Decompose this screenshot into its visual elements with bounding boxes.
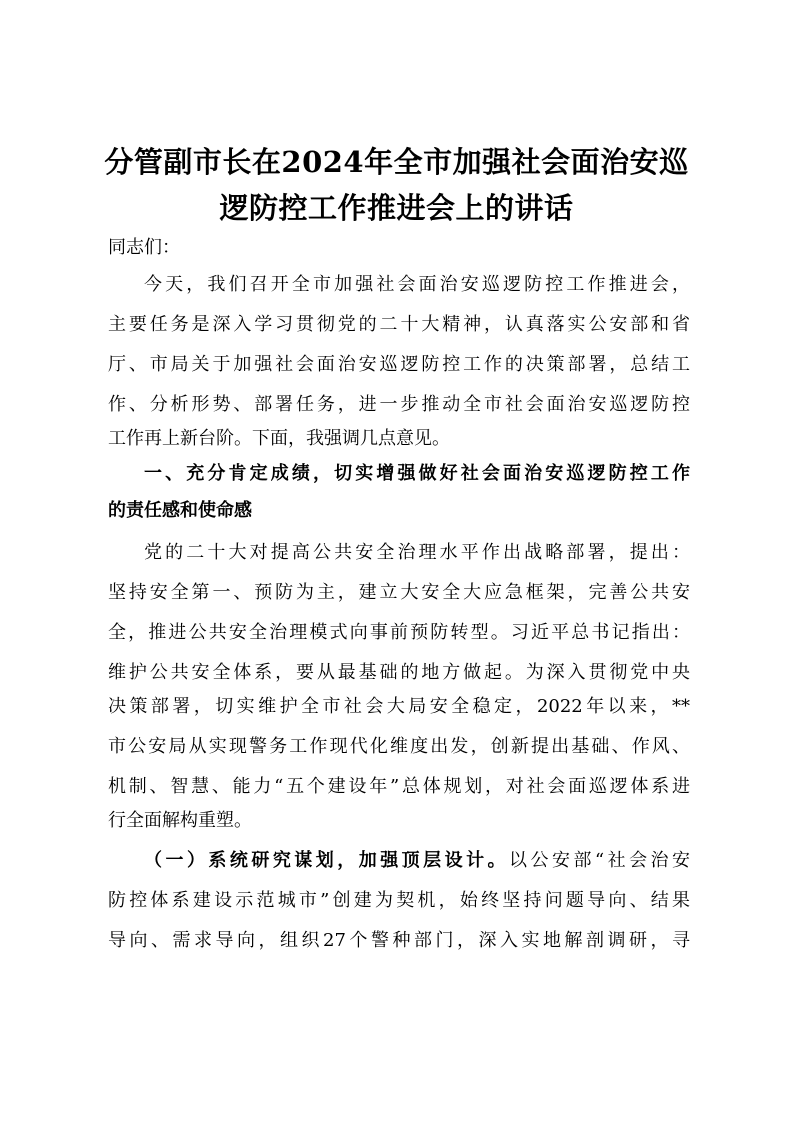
paragraph-line: 行全面解构重塑。: [108, 810, 252, 831]
paragraph-line: 市公安局从实现警务工作现代化维度出发，创新提出基础、作风、: [108, 736, 690, 757]
document-title-line-1: 分管副市长在2024年全市加强社会面治安巡: [104, 145, 689, 179]
paragraph-line: 导向、需求导向，组织27个警种部门，深入实地解剖调研，寻: [108, 930, 690, 951]
paragraph-line: 决策部署，切实维护全市社会大局安全稳定，2022年以来，**: [108, 696, 690, 717]
paragraph-line: 作、分析形势、部署任务，进一步推动全市社会面治安巡逻防控: [108, 394, 690, 415]
paragraph-line: 坚持安全第一、预防为主，建立大安全大应急框架，完善公共安: [108, 582, 690, 603]
paragraph-line: 主要任务是深入学习贯彻党的二十大精神，认真落实公安部和省: [108, 314, 690, 335]
paragraph-line: 机制、智慧、能力“五个建设年”总体规划，对社会面巡逻体系进: [108, 776, 690, 797]
document-title-line-2: 逻防控工作推进会上的讲话: [219, 191, 574, 225]
section-heading-line: 的责任感和使命感: [108, 500, 252, 521]
paragraph-line: 今天，我们召开全市加强社会面治安巡逻防控工作推进会，: [144, 274, 690, 295]
subsection-heading-rest: 以公安部“社会治安: [509, 850, 691, 871]
paragraph-line: 党的二十大对提高公共安全治理水平作出战略部署，提出：: [144, 542, 690, 563]
paragraph-line: 防控体系建设示范城市”创建为契机，始终坚持问题导向、结果: [108, 890, 690, 911]
subsection-heading-line: [144, 845, 690, 877]
paragraph-line: 维护公共安全体系，要从最基础的地方做起。为深入贯彻党中央: [108, 662, 690, 683]
section-heading-line: 一、充分肯定成绩，切实增强做好社会面治安巡逻防控工作: [144, 463, 690, 484]
subsection-heading-bold: （一）系统研究谋划，加强顶层设计。: [144, 850, 510, 871]
paragraph-line: 厅、市局关于加强社会面治安巡逻防控工作的决策部署，总结工: [108, 354, 690, 375]
paragraph-line: 工作再上新台阶。下面，我强调几点意见。: [108, 428, 450, 449]
paragraph-line: 全，推进公共安全治理模式向事前预防转型。习近平总书记指出：: [108, 622, 690, 643]
salutation: 同志们：: [108, 237, 180, 258]
